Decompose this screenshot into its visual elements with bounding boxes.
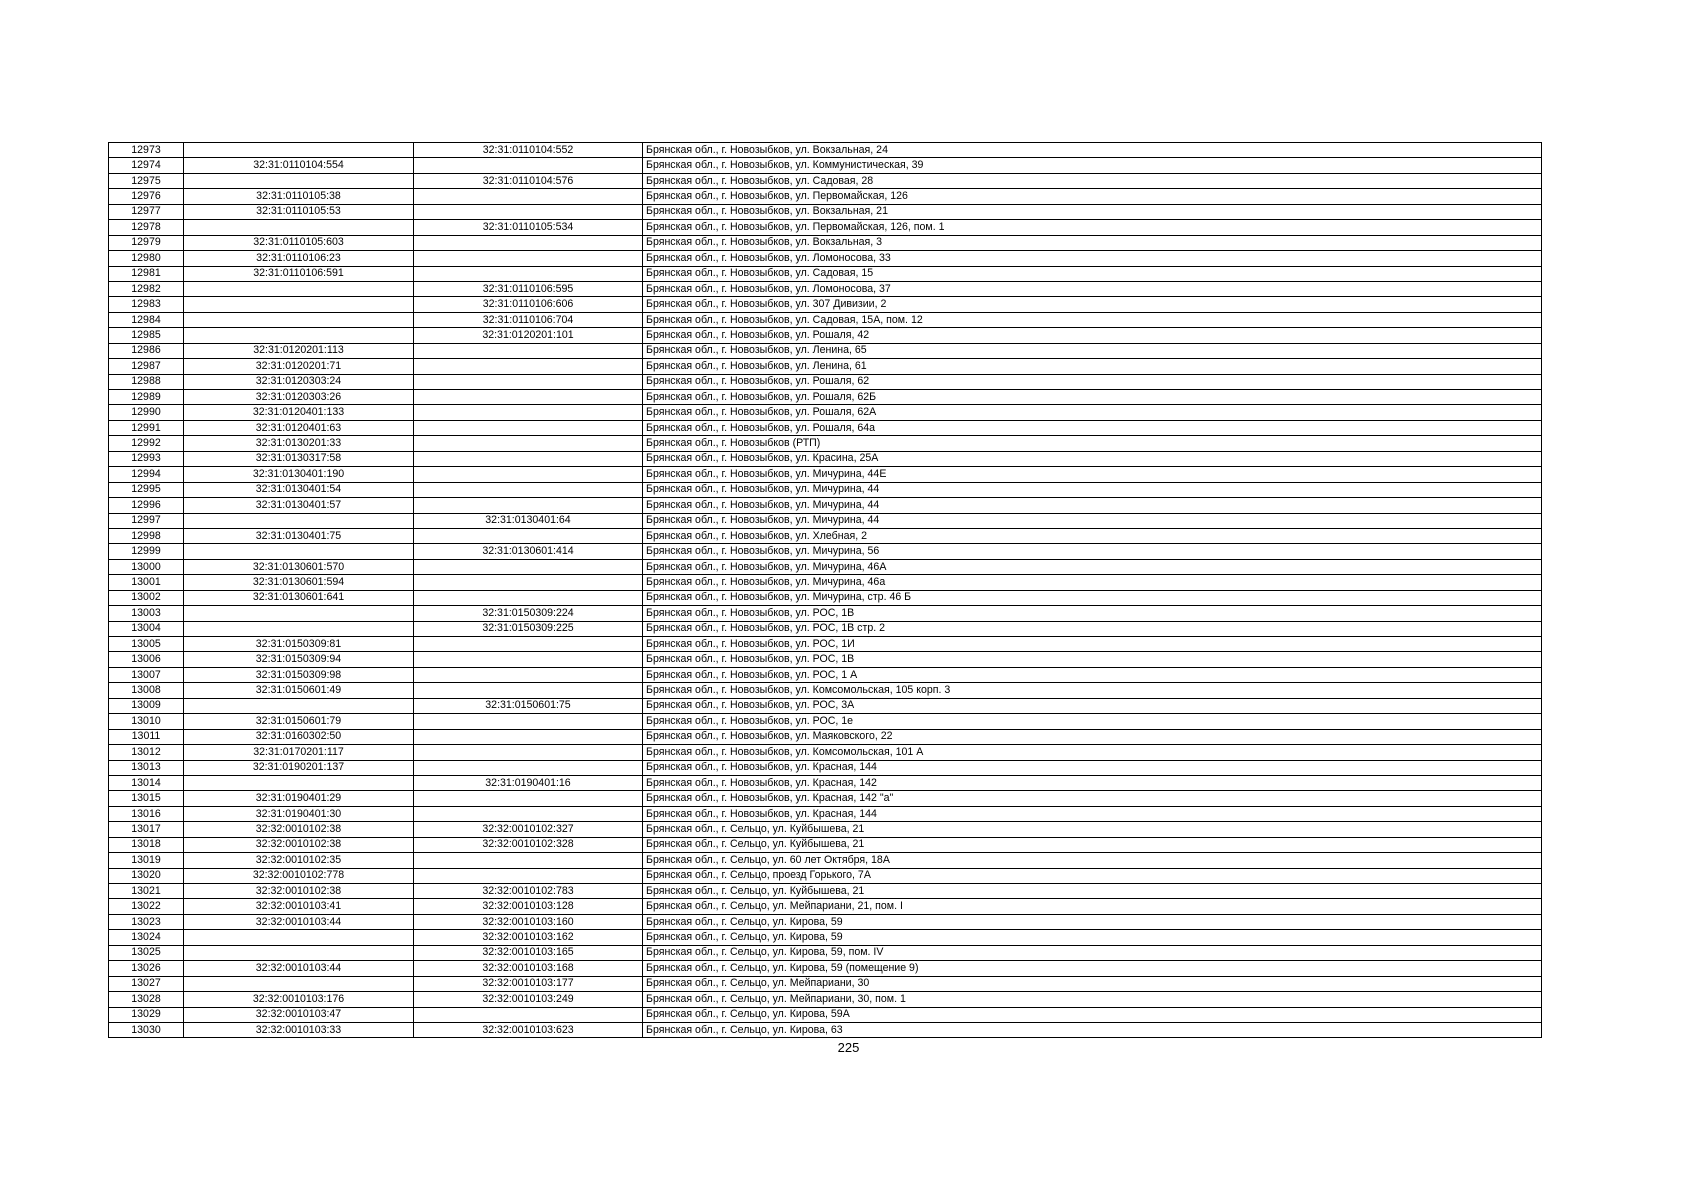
cadastral-number-object-cell [414, 714, 643, 729]
table-row [109, 390, 1542, 405]
table-row [109, 220, 1542, 235]
address-cell: Брянская обл., г. Сельцо, ул. Кирова, 59 [643, 930, 1542, 945]
row-number-cell: 12989 [109, 390, 184, 405]
cadastral-number-object-cell: 32:32:0010103:165 [414, 945, 643, 960]
cadastral-number-object-cell [414, 729, 643, 744]
table-row [109, 806, 1542, 821]
cadastral-number-parcel-cell [184, 945, 414, 960]
row-number-cell: 13009 [109, 698, 184, 713]
cadastral-number-parcel-cell [184, 621, 414, 636]
table-row [109, 158, 1542, 173]
row-number-cell: 12986 [109, 343, 184, 358]
row-number-cell: 13001 [109, 575, 184, 590]
row-number-cell: 12998 [109, 528, 184, 543]
row-number-cell: 13025 [109, 945, 184, 960]
address-cell: Брянская обл., г. Новозыбков, ул. Красная, 144 [643, 806, 1542, 821]
row-number-cell: 12982 [109, 281, 184, 296]
address-cell: Брянская обл., г. Новозыбков, ул. Садовая, 15А, пом. 12 [643, 312, 1542, 327]
page-number: 225 [837, 1040, 860, 1055]
address-cell: Брянская обл., г. Новозыбков, ул. РОС, 1е [643, 714, 1542, 729]
address-cell: Брянская обл., г. Новозыбков, ул. Рошаля, 62Б [643, 390, 1542, 405]
address-cell: Брянская обл., г. Новозыбков, ул. Мичурина, 46а [643, 575, 1542, 590]
cadastral-number-parcel-cell: 32:32:0010102:778 [184, 868, 414, 883]
row-number-cell: 13024 [109, 930, 184, 945]
table-row [109, 899, 1542, 914]
row-number-cell: 12973 [109, 143, 184, 158]
address-cell: Брянская обл., г. Новозыбков, ул. Ломоносова, 37 [643, 281, 1542, 296]
table-row [109, 853, 1542, 868]
row-number-cell: 13006 [109, 652, 184, 667]
address-cell: Брянская обл., г. Новозыбков, ул. Рошаля, 64а [643, 420, 1542, 435]
cadastral-number-parcel-cell [184, 976, 414, 991]
row-number-cell: 12988 [109, 374, 184, 389]
cadastral-number-object-cell [414, 590, 643, 605]
address-cell: Брянская обл., г. Новозыбков, ул. Красина, 25А [643, 451, 1542, 466]
cadastral-number-object-cell [414, 158, 643, 173]
cadastral-number-parcel-cell: 32:31:0120303:26 [184, 390, 414, 405]
cadastral-number-object-cell [414, 853, 643, 868]
table-row [109, 930, 1542, 945]
table-row [109, 266, 1542, 281]
table-row [109, 760, 1542, 775]
cadastral-number-parcel-cell: 32:31:0120401:63 [184, 420, 414, 435]
row-number-cell: 12990 [109, 405, 184, 420]
table-row [109, 204, 1542, 219]
cadastral-number-object-cell: 32:31:0110104:552 [414, 143, 643, 158]
table-row [109, 1007, 1542, 1022]
cadastral-number-parcel-cell: 32:31:0150309:98 [184, 667, 414, 682]
table-row [109, 359, 1542, 374]
row-number-cell: 12979 [109, 235, 184, 250]
row-number-cell: 13007 [109, 667, 184, 682]
cadastral-number-object-cell: 32:32:0010103:177 [414, 976, 643, 991]
row-number-cell: 13023 [109, 914, 184, 929]
address-cell: Брянская обл., г. Новозыбков, ул. Первомайская, 126 [643, 189, 1542, 204]
row-number-cell: 13021 [109, 884, 184, 899]
address-cell: Брянская обл., г. Новозыбков, ул. Рошаля, 62А [643, 405, 1542, 420]
cadastral-number-parcel-cell [184, 220, 414, 235]
cadastral-number-object-cell [414, 667, 643, 682]
address-cell: Брянская обл., г. Новозыбков, ул. Хлебная, 2 [643, 528, 1542, 543]
cadastral-number-parcel-cell [184, 544, 414, 559]
table-row [109, 436, 1542, 451]
table-row [109, 575, 1542, 590]
row-number-cell: 12995 [109, 482, 184, 497]
cadastral-number-parcel-cell: 32:31:0110106:591 [184, 266, 414, 281]
cadastral-number-object-cell [414, 405, 643, 420]
cadastral-number-parcel-cell: 32:31:0190401:30 [184, 806, 414, 821]
cadastral-number-object-cell: 32:31:0110106:595 [414, 281, 643, 296]
table-row [109, 652, 1542, 667]
cadastral-number-parcel-cell: 32:32:0010102:38 [184, 822, 414, 837]
row-number-cell: 12987 [109, 359, 184, 374]
cadastral-number-object-cell: 32:31:0190401:16 [414, 775, 643, 790]
cadastral-number-object-cell: 32:31:0110105:534 [414, 220, 643, 235]
table-row [109, 1022, 1542, 1037]
cadastral-number-parcel-cell: 32:31:0120201:71 [184, 359, 414, 374]
row-number-cell: 13027 [109, 976, 184, 991]
cadastral-number-object-cell: 32:32:0010102:328 [414, 837, 643, 852]
row-number-cell: 13014 [109, 775, 184, 790]
cadastral-number-parcel-cell: 32:32:0010103:176 [184, 992, 414, 1007]
cadastral-number-parcel-cell: 32:31:0120201:113 [184, 343, 414, 358]
cadastral-number-parcel-cell: 32:31:0130601:570 [184, 559, 414, 574]
cadastral-number-parcel-cell: 32:31:0130317:58 [184, 451, 414, 466]
address-cell: Брянская обл., г. Новозыбков, ул. РОС, 1В стр. 2 [643, 621, 1542, 636]
address-cell: Брянская обл., г. Сельцо, ул. Куйбышева, 21 [643, 884, 1542, 899]
row-number-cell: 13016 [109, 806, 184, 821]
address-cell: Брянская обл., г. Сельцо, ул. 60 лет Октября, 18А [643, 853, 1542, 868]
cadastral-number-parcel-cell: 32:31:0150309:94 [184, 652, 414, 667]
cadastral-number-parcel-cell: 32:31:0150309:81 [184, 637, 414, 652]
cadastral-number-object-cell: 32:32:0010103:160 [414, 914, 643, 929]
cadastral-number-parcel-cell [184, 775, 414, 790]
address-cell: Брянская обл., г. Сельцо, ул. Кирова, 59А [643, 1007, 1542, 1022]
address-cell: Брянская обл., г. Новозыбков, ул. Комсомольская, 101 А [643, 745, 1542, 760]
address-cell: Брянская обл., г. Сельцо, ул. Кирова, 63 [643, 1022, 1542, 1037]
cadastral-number-parcel-cell [184, 143, 414, 158]
cadastral-number-parcel-cell: 32:32:0010103:47 [184, 1007, 414, 1022]
row-number-cell: 12992 [109, 436, 184, 451]
cadastral-number-object-cell: 32:32:0010103:168 [414, 961, 643, 976]
address-cell: Брянская обл., г. Новозыбков, ул. РОС, 1 А [643, 667, 1542, 682]
cadastral-number-parcel-cell: 32:32:0010103:41 [184, 899, 414, 914]
table-row [109, 976, 1542, 991]
address-cell: Брянская обл., г. Новозыбков, ул. Ленина, 65 [643, 343, 1542, 358]
row-number-cell: 13011 [109, 729, 184, 744]
cadastral-number-parcel-cell [184, 173, 414, 188]
table-row [109, 482, 1542, 497]
address-cell: Брянская обл., г. Новозыбков, ул. Вокзальная, 24 [643, 143, 1542, 158]
cadastral-number-parcel-cell: 32:32:0010102:38 [184, 884, 414, 899]
cadastral-number-parcel-cell: 32:31:0190201:137 [184, 760, 414, 775]
cadastral-number-parcel-cell: 32:31:0120303:24 [184, 374, 414, 389]
cadastral-number-object-cell: 32:31:0110106:606 [414, 297, 643, 312]
table-row [109, 914, 1542, 929]
row-number-cell: 12999 [109, 544, 184, 559]
cadastral-number-object-cell: 32:32:0010103:162 [414, 930, 643, 945]
table-row [109, 189, 1542, 204]
address-cell: Брянская обл., г. Новозыбков, ул. Мичурина, 44 [643, 482, 1542, 497]
address-cell: Брянская обл., г. Сельцо, ул. Кирова, 59 [643, 914, 1542, 929]
table-row [109, 405, 1542, 420]
address-cell: Брянская обл., г. Новозыбков, ул. 307 Дивизии, 2 [643, 297, 1542, 312]
row-number-cell: 13004 [109, 621, 184, 636]
cadastral-number-object-cell [414, 806, 643, 821]
row-number-cell: 13018 [109, 837, 184, 852]
cadastral-number-object-cell: 32:31:0150601:75 [414, 698, 643, 713]
cadastral-number-object-cell: 32:31:0130601:414 [414, 544, 643, 559]
row-number-cell: 13008 [109, 683, 184, 698]
address-cell: Брянская обл., г. Сельцо, ул. Мейпариани, 21, пом. I [643, 899, 1542, 914]
cadastral-number-object-cell: 32:32:0010103:623 [414, 1022, 643, 1037]
cadastral-number-parcel-cell: 32:32:0010103:44 [184, 961, 414, 976]
table-row [109, 343, 1542, 358]
address-cell: Брянская обл., г. Новозыбков, ул. Мичурина, 56 [643, 544, 1542, 559]
address-cell: Брянская обл., г. Новозыбков, ул. Садовая, 28 [643, 173, 1542, 188]
address-cell: Брянская обл., г. Новозыбков, ул. Маяковского, 22 [643, 729, 1542, 744]
cadastral-number-parcel-cell: 32:31:0150601:79 [184, 714, 414, 729]
row-number-cell: 13015 [109, 791, 184, 806]
address-cell: Брянская обл., г. Новозыбков, ул. Мичурина, стр. 46 Б [643, 590, 1542, 605]
cadastral-number-parcel-cell: 32:31:0130601:594 [184, 575, 414, 590]
cadastral-number-object-cell [414, 390, 643, 405]
cadastral-number-parcel-cell: 32:32:0010103:44 [184, 914, 414, 929]
table-row [109, 729, 1542, 744]
cadastral-number-object-cell [414, 559, 643, 574]
cadastral-number-object-cell [414, 251, 643, 266]
address-cell: Брянская обл., г. Новозыбков, ул. Мичурина, 44 [643, 513, 1542, 528]
cadastral-number-object-cell [414, 266, 643, 281]
registry-table-body [109, 143, 1542, 1038]
cadastral-number-object-cell [414, 868, 643, 883]
cadastral-number-parcel-cell: 32:31:0130201:33 [184, 436, 414, 451]
cadastral-number-parcel-cell: 32:31:0130601:641 [184, 590, 414, 605]
cadastral-number-parcel-cell: 32:31:0130401:75 [184, 528, 414, 543]
row-number-cell: 12994 [109, 467, 184, 482]
address-cell: Брянская обл., г. Новозыбков, ул. РОС, 1В [643, 606, 1542, 621]
row-number-cell: 12975 [109, 173, 184, 188]
row-number-cell: 13010 [109, 714, 184, 729]
cadastral-number-parcel-cell: 32:31:0150601:49 [184, 683, 414, 698]
cadastral-number-parcel-cell [184, 698, 414, 713]
cadastral-number-parcel-cell: 32:32:0010103:33 [184, 1022, 414, 1037]
row-number-cell: 13019 [109, 853, 184, 868]
row-number-cell: 13000 [109, 559, 184, 574]
address-cell: Брянская обл., г. Новозыбков, ул. Красная, 142 [643, 775, 1542, 790]
table-row [109, 606, 1542, 621]
row-number-cell: 13029 [109, 1007, 184, 1022]
cadastral-number-object-cell [414, 1007, 643, 1022]
cadastral-number-parcel-cell: 32:32:0010102:38 [184, 837, 414, 852]
row-number-cell: 12984 [109, 312, 184, 327]
cadastral-number-object-cell [414, 575, 643, 590]
address-cell: Брянская обл., г. Новозыбков, ул. РОС, 1И [643, 637, 1542, 652]
cadastral-number-parcel-cell [184, 513, 414, 528]
cadastral-number-object-cell [414, 791, 643, 806]
address-cell: Брянская обл., г. Новозыбков, ул. Рошаля, 62 [643, 374, 1542, 389]
cadastral-number-parcel-cell: 32:31:0170201:117 [184, 745, 414, 760]
cadastral-number-parcel-cell: 32:31:0160302:50 [184, 729, 414, 744]
cadastral-number-parcel-cell: 32:31:0190401:29 [184, 791, 414, 806]
address-cell: Брянская обл., г. Новозыбков, ул. РОС, 1В [643, 652, 1542, 667]
cadastral-number-object-cell: 32:32:0010102:327 [414, 822, 643, 837]
table-row [109, 173, 1542, 188]
row-number-cell: 12997 [109, 513, 184, 528]
address-cell: Брянская обл., г. Новозыбков, ул. Садовая, 15 [643, 266, 1542, 281]
address-cell: Брянская обл., г. Новозыбков, ул. Коммунистическая, 39 [643, 158, 1542, 173]
address-cell: Брянская обл., г. Новозыбков, ул. РОС, 3А [643, 698, 1542, 713]
address-cell: Брянская обл., г. Новозыбков, ул. Красная, 142 "а" [643, 791, 1542, 806]
address-cell: Брянская обл., г. Сельцо, ул. Мейпариани, 30, пом. 1 [643, 992, 1542, 1007]
cadastral-number-object-cell [414, 359, 643, 374]
cadastral-number-object-cell [414, 204, 643, 219]
table-row [109, 451, 1542, 466]
cadastral-number-object-cell: 32:31:0110106:704 [414, 312, 643, 327]
cadastral-number-parcel-cell [184, 930, 414, 945]
table-row [109, 775, 1542, 790]
row-number-cell: 13005 [109, 637, 184, 652]
table-row [109, 590, 1542, 605]
table-row [109, 667, 1542, 682]
cadastral-number-object-cell [414, 451, 643, 466]
address-cell: Брянская обл., г. Новозыбков, ул. Ленина, 61 [643, 359, 1542, 374]
cadastral-number-parcel-cell: 32:31:0110105:603 [184, 235, 414, 250]
table-row [109, 961, 1542, 976]
row-number-cell: 13002 [109, 590, 184, 605]
cadastral-number-object-cell: 32:31:0130401:64 [414, 513, 643, 528]
table-row [109, 884, 1542, 899]
address-cell: Брянская обл., г. Сельцо, ул. Кирова, 59, пом. IV [643, 945, 1542, 960]
address-cell: Брянская обл., г. Новозыбков, ул. Мичурина, 46А [643, 559, 1542, 574]
row-number-cell: 12977 [109, 204, 184, 219]
row-number-cell: 12978 [109, 220, 184, 235]
table-row [109, 420, 1542, 435]
cadastral-number-parcel-cell [184, 312, 414, 327]
table-row [109, 992, 1542, 1007]
cadastral-number-object-cell: 32:32:0010103:128 [414, 899, 643, 914]
cadastral-number-object-cell: 32:32:0010103:249 [414, 992, 643, 1007]
row-number-cell: 13003 [109, 606, 184, 621]
cadastral-number-object-cell: 32:31:0150309:225 [414, 621, 643, 636]
cadastral-number-parcel-cell [184, 281, 414, 296]
table-row [109, 143, 1542, 158]
cadastral-number-object-cell: 32:31:0120201:101 [414, 328, 643, 343]
row-number-cell: 12985 [109, 328, 184, 343]
table-row [109, 235, 1542, 250]
row-number-cell: 13012 [109, 745, 184, 760]
row-number-cell: 13026 [109, 961, 184, 976]
table-row [109, 791, 1542, 806]
cadastral-number-object-cell [414, 436, 643, 451]
cadastral-number-object-cell [414, 189, 643, 204]
cadastral-number-parcel-cell: 32:31:0130401:57 [184, 498, 414, 513]
cadastral-number-parcel-cell: 32:31:0120401:133 [184, 405, 414, 420]
cadastral-number-object-cell [414, 652, 643, 667]
cadastral-number-parcel-cell [184, 328, 414, 343]
cadastral-number-parcel-cell: 32:31:0110105:38 [184, 189, 414, 204]
cadastral-number-parcel-cell: 32:31:0130401:54 [184, 482, 414, 497]
table-row [109, 513, 1542, 528]
address-cell: Брянская обл., г. Сельцо, ул. Мейпариани, 30 [643, 976, 1542, 991]
table-row [109, 868, 1542, 883]
row-number-cell: 12983 [109, 297, 184, 312]
cadastral-number-object-cell [414, 343, 643, 358]
table-row [109, 328, 1542, 343]
cadastral-number-parcel-cell: 32:31:0110106:23 [184, 251, 414, 266]
table-row [109, 467, 1542, 482]
address-cell: Брянская обл., г. Новозыбков, ул. Вокзальная, 21 [643, 204, 1542, 219]
row-number-cell: 13013 [109, 760, 184, 775]
cadastral-number-object-cell [414, 467, 643, 482]
table-row [109, 559, 1542, 574]
table-row [109, 374, 1542, 389]
address-cell: Брянская обл., г. Сельцо, ул. Куйбышева, 21 [643, 822, 1542, 837]
row-number-cell: 13020 [109, 868, 184, 883]
table-row [109, 837, 1542, 852]
cadastral-number-object-cell [414, 374, 643, 389]
table-row [109, 945, 1542, 960]
cadastral-number-object-cell: 32:32:0010102:783 [414, 884, 643, 899]
row-number-cell: 12976 [109, 189, 184, 204]
table-row [109, 281, 1542, 296]
cadastral-number-object-cell: 32:31:0110104:576 [414, 173, 643, 188]
table-row [109, 683, 1542, 698]
address-cell: Брянская обл., г. Новозыбков, ул. Вокзальная, 3 [643, 235, 1542, 250]
row-number-cell: 13022 [109, 899, 184, 914]
address-cell: Брянская обл., г. Новозыбков, ул. Красная, 144 [643, 760, 1542, 775]
cadastral-number-object-cell [414, 498, 643, 513]
row-number-cell: 13030 [109, 1022, 184, 1037]
address-cell: Брянская обл., г. Сельцо, ул. Кирова, 59 (помещение 9) [643, 961, 1542, 976]
cadastral-number-object-cell [414, 235, 643, 250]
table-row [109, 621, 1542, 636]
cadastral-number-object-cell [414, 420, 643, 435]
row-number-cell: 12991 [109, 420, 184, 435]
cadastral-number-object-cell [414, 683, 643, 698]
table-row [109, 312, 1542, 327]
address-cell: Брянская обл., г. Сельцо, проезд Горького, 7А [643, 868, 1542, 883]
row-number-cell: 12993 [109, 451, 184, 466]
cadastral-number-object-cell [414, 745, 643, 760]
table-row [109, 528, 1542, 543]
table-row [109, 698, 1542, 713]
table-row [109, 544, 1542, 559]
cadastral-number-parcel-cell [184, 297, 414, 312]
address-cell: Брянская обл., г. Новозыбков, ул. Мичурина, 44 [643, 498, 1542, 513]
row-number-cell: 12996 [109, 498, 184, 513]
cadastral-number-object-cell [414, 528, 643, 543]
address-cell: Брянская обл., г. Новозыбков, ул. Комсомольская, 105 корп. 3 [643, 683, 1542, 698]
table-row [109, 297, 1542, 312]
table-row [109, 637, 1542, 652]
table-row [109, 498, 1542, 513]
address-cell: Брянская обл., г. Новозыбков, ул. Ломоносова, 33 [643, 251, 1542, 266]
cadastral-number-parcel-cell: 32:31:0130401:190 [184, 467, 414, 482]
row-number-cell: 12974 [109, 158, 184, 173]
cadastral-number-parcel-cell: 32:31:0110105:53 [184, 204, 414, 219]
address-cell: Брянская обл., г. Новозыбков (РТП) [643, 436, 1542, 451]
row-number-cell: 13017 [109, 822, 184, 837]
row-number-cell: 13028 [109, 992, 184, 1007]
address-cell: Брянская обл., г. Новозыбков, ул. Рошаля, 42 [643, 328, 1542, 343]
address-cell: Брянская обл., г. Новозыбков, ул. Мичурина, 44Е [643, 467, 1542, 482]
table-row [109, 251, 1542, 266]
table-row [109, 714, 1542, 729]
cadastral-number-object-cell [414, 637, 643, 652]
registry-table [108, 142, 1542, 1038]
address-cell: Брянская обл., г. Сельцо, ул. Куйбышева, 21 [643, 837, 1542, 852]
address-cell: Брянская обл., г. Новозыбков, ул. Первомайская, 126, пом. 1 [643, 220, 1542, 235]
row-number-cell: 12981 [109, 266, 184, 281]
table-row [109, 745, 1542, 760]
cadastral-number-object-cell [414, 482, 643, 497]
cadastral-number-parcel-cell: 32:31:0110104:554 [184, 158, 414, 173]
cadastral-number-object-cell [414, 760, 643, 775]
table-row [109, 822, 1542, 837]
cadastral-number-parcel-cell [184, 606, 414, 621]
cadastral-number-object-cell: 32:31:0150309:224 [414, 606, 643, 621]
row-number-cell: 12980 [109, 251, 184, 266]
cadastral-number-parcel-cell: 32:32:0010102:35 [184, 853, 414, 868]
